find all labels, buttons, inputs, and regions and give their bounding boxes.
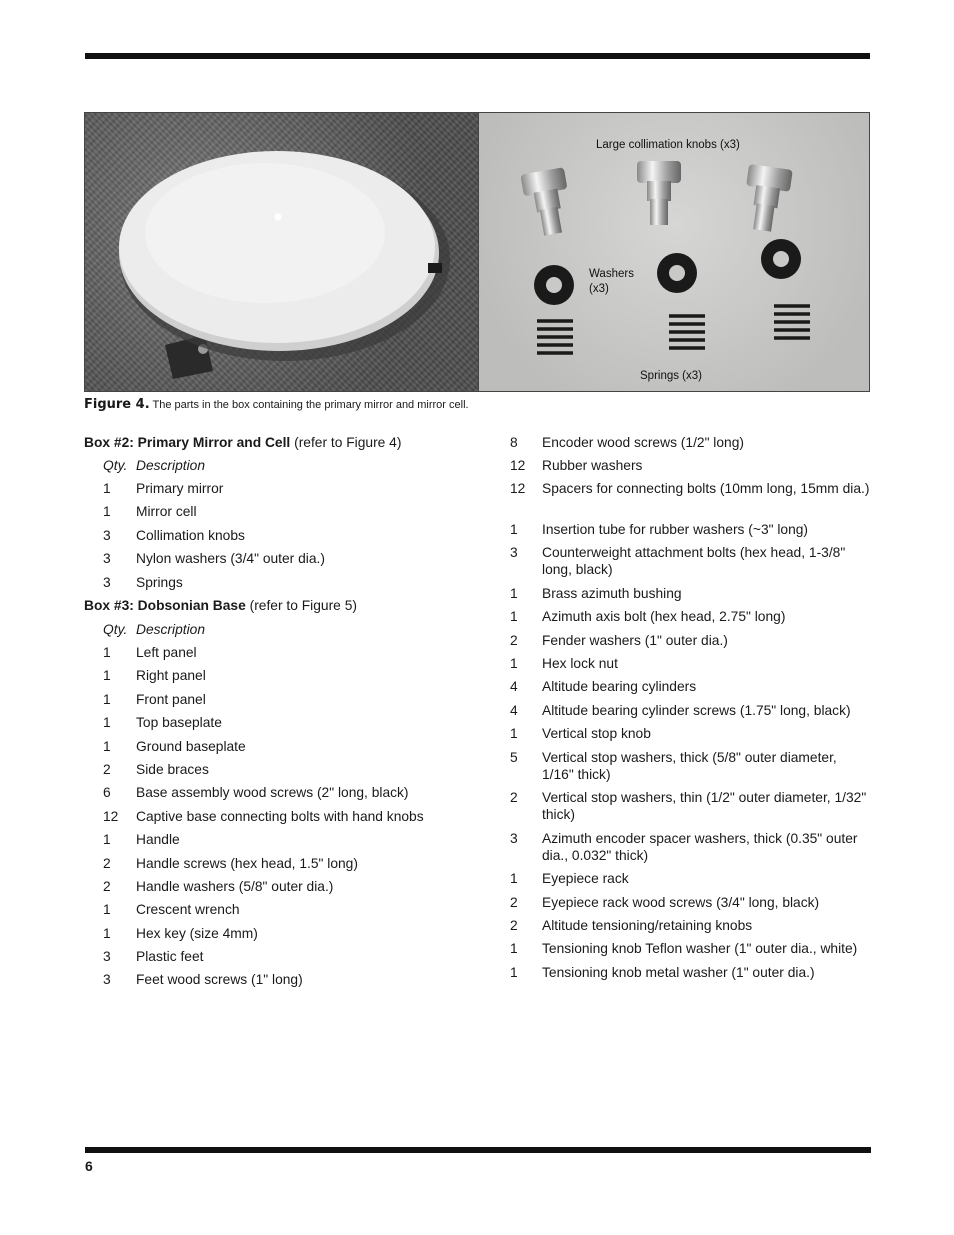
item-qty: 2: [510, 895, 518, 910]
figure-caption: [84, 397, 469, 412]
qty-header: Qty.: [103, 622, 128, 637]
item-description: Primary mirror: [136, 481, 224, 496]
primary-mirror-photo: [85, 113, 479, 391]
springs-label: Springs (x3): [640, 370, 702, 382]
item-description: Tensioning knob metal washer (1" outer dia.): [542, 965, 815, 980]
item-description: Handle screws (hex head, 1.5" long): [136, 856, 358, 871]
item-description: Eyepiece rack: [542, 871, 629, 886]
item-description: Springs: [136, 575, 183, 590]
item-description: Eyepiece rack wood screws (3/4" long, black): [542, 895, 820, 910]
item-qty: 3: [103, 551, 111, 566]
item-description: Hex key (size 4mm): [136, 926, 258, 941]
item-description: Tensioning knob Teflon washer (1" outer dia., white): [542, 941, 858, 956]
item-qty: 4: [510, 703, 518, 718]
item-qty: 3: [103, 575, 111, 590]
item-description: Captive base connecting bolts with hand knobs: [136, 809, 424, 824]
box2-title: Box #2: Primary Mirror and Cell: [84, 435, 291, 450]
desc-header: Description: [136, 458, 206, 473]
item-description: Fender washers (1" outer dia.): [542, 633, 728, 648]
box2-heading: [84, 434, 401, 451]
item-qty: 2: [510, 790, 518, 805]
item-description: Nylon washers (3/4" outer dia.): [136, 551, 325, 566]
item-description: Right panel: [136, 668, 206, 683]
item-qty: 1: [510, 965, 518, 980]
item-description: Spacers for connecting bolts (10mm long, 15mm dia.): [542, 481, 870, 496]
figure-4: [84, 112, 870, 392]
parts-illustration: [479, 113, 870, 391]
box2-ref: (refer to Figure 4): [290, 435, 402, 450]
item-description: Altitude bearing cylinder screws (1.75" long, black): [542, 703, 851, 718]
item-qty: 12: [103, 809, 119, 824]
item-description: Insertion tube for rubber washers (~3" long): [542, 522, 809, 537]
collimation-parts-photo: [479, 113, 870, 391]
item-qty: 1: [103, 481, 111, 496]
item-qty: 1: [103, 504, 111, 519]
item-description: Handle: [136, 832, 180, 847]
item-qty: 1: [103, 926, 111, 941]
top-rule: [85, 53, 870, 59]
item-qty: 3: [510, 545, 518, 560]
item-description: Altitude bearing cylinders: [542, 679, 697, 694]
item-description: Side braces: [136, 762, 209, 777]
item-qty: 1: [510, 586, 518, 601]
item-qty: 1: [103, 692, 111, 707]
item-description: Plastic feet: [136, 949, 204, 964]
item-description: Counterweight attachment bolts (hex head, 1-3/8" long, black): [542, 545, 846, 577]
item-qty: 1: [103, 715, 111, 730]
item-qty: 5: [510, 750, 518, 765]
item-qty: 12: [510, 481, 526, 496]
caption-label: Figure 4.: [84, 397, 150, 412]
item-qty: 3: [103, 528, 111, 543]
item-qty: 1: [103, 645, 111, 660]
item-qty: 3: [103, 949, 111, 964]
item-description: Top baseplate: [136, 715, 222, 730]
caption-text: The parts in the box containing the primary mirror and mirror cell.: [149, 399, 469, 411]
item-qty: 1: [103, 902, 111, 917]
item-description: Base assembly wood screws (2" long, black): [136, 785, 409, 800]
item-qty: 1: [510, 726, 518, 741]
item-description: Brass azimuth bushing: [542, 586, 682, 601]
item-qty: 2: [103, 879, 111, 894]
item-description: Azimuth encoder spacer washers, thick (0.35" outer dia., 0.032" thick): [542, 831, 858, 863]
item-description: Feet wood screws (1" long): [136, 972, 303, 987]
item-description: Front panel: [136, 692, 206, 707]
item-description: Mirror cell: [136, 504, 197, 519]
item-description: Altitude tensioning/retaining knobs: [542, 918, 753, 933]
qty-header: Qty.: [103, 458, 128, 473]
washers-label-line2: (x3): [589, 283, 609, 295]
item-description: Vertical stop washers, thin (1/2" outer diameter, 1/32" thick): [542, 790, 867, 822]
item-qty: 3: [103, 972, 111, 987]
item-qty: 1: [510, 609, 518, 624]
item-description: Ground baseplate: [136, 739, 246, 754]
box3-heading: [84, 597, 357, 614]
item-qty: 1: [510, 941, 518, 956]
item-description: Azimuth axis bolt (hex head, 2.75" long): [542, 609, 786, 624]
item-qty: 1: [510, 871, 518, 886]
item-qty: 1: [103, 668, 111, 683]
knobs-label: Large collimation knobs (x3): [596, 139, 740, 151]
washers-label-line1: Washers: [589, 268, 634, 280]
item-qty: 4: [510, 679, 518, 694]
item-description: Vertical stop washers, thick (5/8" outer diameter, 1/16" thick): [542, 750, 837, 782]
item-description: Collimation knobs: [136, 528, 245, 543]
item-description: Hex lock nut: [542, 656, 618, 671]
item-qty: 2: [103, 856, 111, 871]
item-qty: 2: [103, 762, 111, 777]
item-qty: 2: [510, 918, 518, 933]
item-qty: 1: [510, 522, 518, 537]
item-description: Handle washers (5/8" outer dia.): [136, 879, 334, 894]
item-qty: 8: [510, 435, 518, 450]
item-qty: 1: [510, 656, 518, 671]
desc-header: Description: [136, 622, 206, 637]
item-qty: 3: [510, 831, 518, 846]
box3-ref: (refer to Figure 5): [245, 598, 357, 613]
item-qty: 12: [510, 458, 526, 473]
item-qty: 1: [103, 739, 111, 754]
box3-title: Box #3: Dobsonian Base: [84, 598, 246, 613]
mirror-illustration: [85, 113, 478, 391]
item-description: Crescent wrench: [136, 902, 240, 917]
item-description: Encoder wood screws (1/2" long): [542, 435, 744, 450]
bottom-rule: [85, 1147, 871, 1153]
item-qty: 1: [103, 832, 111, 847]
item-description: Vertical stop knob: [542, 726, 651, 741]
item-description: Left panel: [136, 645, 197, 660]
item-qty: 2: [510, 633, 518, 648]
item-description: Rubber washers: [542, 458, 643, 473]
item-qty: 6: [103, 785, 111, 800]
page-number: 6: [85, 1158, 93, 1174]
